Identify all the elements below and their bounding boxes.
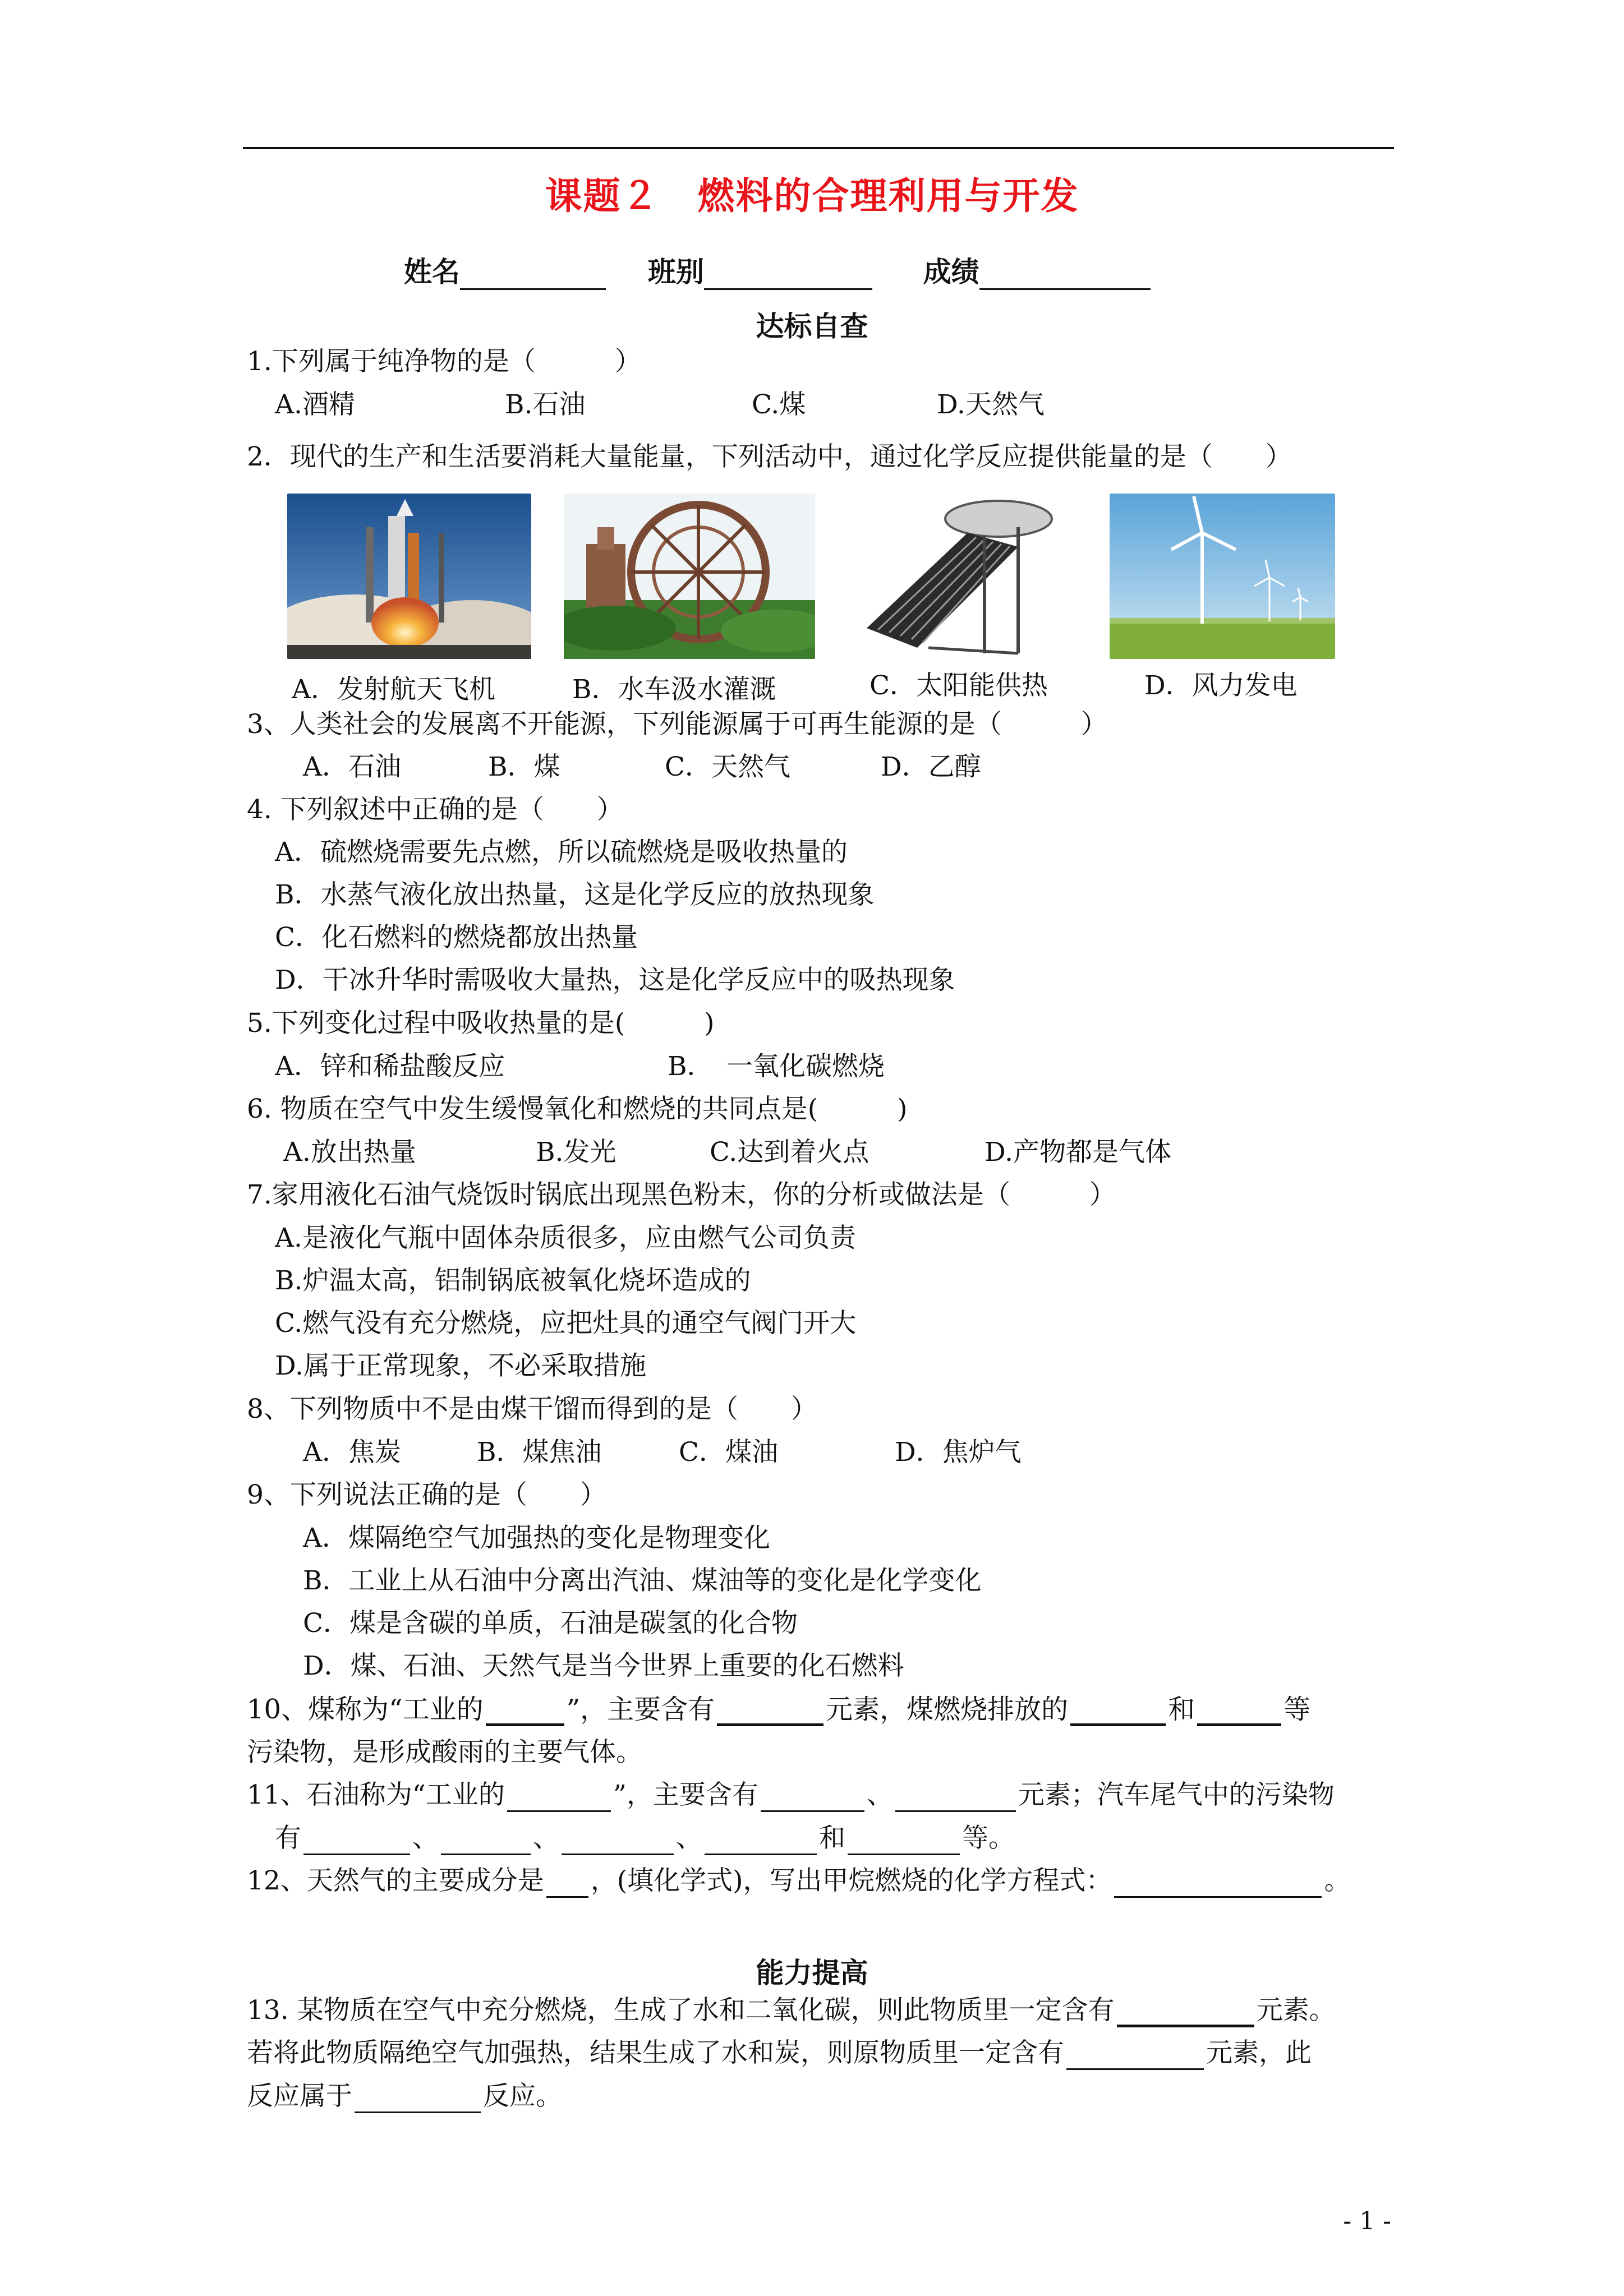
student-info-row [404,250,1151,290]
q11-text-3: 、 [866,1779,893,1810]
question-4-option-b[interactable]: B．水蒸气液化放出热量，这是化学反应的放热现象 [275,879,875,910]
question-6: 6. 物质在空气中发生缓慢氧化和燃烧的共同点是( ) [247,1094,908,1124]
question-13-line-2 [247,2036,1312,2070]
q11-text-1: 11、石油称为“工业的 [247,1779,505,1810]
question-1: 1.下列属于纯净物的是（ ） [247,346,641,377]
option-d[interactable]: D.天然气 [937,389,1045,420]
q12-blank-2[interactable] [1114,1868,1322,1898]
caption-a[interactable]: A．发射航天飞机 [292,674,495,705]
water-wheel-image [564,494,815,659]
question-11-line-2 [275,1822,1015,1855]
question-9-option-b[interactable]: B．工业上从石油中分离出汽油、煤油等的变化是化学变化 [303,1565,982,1596]
q10-blank-4[interactable] [1197,1695,1281,1726]
q11-blank-8[interactable] [848,1825,960,1855]
option-d[interactable]: D．焦炉气 [895,1437,1022,1468]
question-9-option-a[interactable]: A．煤隔绝空气加强热的变化是物理变化 [303,1523,770,1553]
q13-text-4: 元素，此 [1206,2037,1312,2068]
question-9-option-c[interactable]: C．煤是含碳的单质，石油是碳氢的化合物 [303,1608,798,1639]
question-2: 2．现代的生产和生活要消耗大量能量，下列活动中，通过化学反应提供能量的是（ ） [247,441,1292,472]
question-4-option-d[interactable]: D．干冰升华时需吸收大量热，这是化学反应中的吸热现象 [275,965,955,995]
option-b[interactable]: B．煤焦油 [477,1437,602,1468]
section-heading-self-check: 达标自查 [756,310,868,343]
wind-turbine-image [1110,494,1335,659]
question-3-options [303,750,981,784]
score-label: 成绩 [923,255,979,288]
question-7-option-d[interactable]: D.属于正常现象，不必采取措施 [275,1350,646,1381]
question-11 [247,1778,1335,1812]
question-1-options [275,388,1045,422]
caption-b[interactable]: B．水车汲水灌溉 [572,674,776,705]
class-label: 班别 [647,255,704,288]
question-4-option-a[interactable]: A．硫燃烧需要先点燃，所以硫燃烧是吸收热量的 [275,837,848,868]
q12-text-3: 。 [1324,1865,1351,1896]
q13-text-1: 13. 某物质在空气中充分燃烧，生成了水和二氧化碳，则此物质里一定含有 [247,1995,1115,2026]
q10-blank-3[interactable] [1070,1695,1166,1726]
q11-blank-3[interactable] [895,1782,1016,1812]
q11-text-5: 有 [275,1823,301,1854]
question-9-option-d[interactable]: D．煤、石油、天然气是当今世界上重要的化石燃料 [303,1650,904,1681]
shuttle-launch-image [287,494,531,659]
q10-text-3: 元素，煤燃烧排放的 [826,1694,1069,1725]
q13-blank-3[interactable] [355,2083,481,2113]
q11-text-8: 、 [676,1823,702,1854]
q10-blank-2[interactable] [717,1695,823,1726]
question-7-option-c[interactable]: C.燃气没有充分燃烧，应把灶具的通空气阀门开大 [275,1308,857,1339]
q11-text-10: 等。 [962,1823,1015,1854]
option-a[interactable]: A．焦炭 [303,1437,401,1468]
q10-text-5: 等 [1283,1694,1311,1725]
header-rule [243,147,1394,149]
page-title: 课题２ 燃料的合理利用与开发 [545,174,1079,218]
q10-blank-1[interactable] [486,1695,564,1726]
page-number: - 1 - [1343,2207,1391,2235]
option-b[interactable]: B． 一氧化碳燃烧 [668,1051,885,1082]
name-field[interactable] [460,262,606,290]
question-4-option-c[interactable]: C．化石燃料的燃烧都放出热量 [275,922,638,953]
question-7-option-b[interactable]: B.炉温太高，铝制锅底被氧化烧坏造成的 [275,1265,751,1296]
q13-text-5: 反应属于 [247,2081,352,2111]
caption-c[interactable]: C．太阳能供热 [869,670,1048,701]
question-13-line-3 [247,2080,562,2113]
option-d[interactable]: D.产物都是气体 [984,1137,1171,1168]
question-7: 7.家用液化石油气烧饭时锅底出现黑色粉末，你的分析或做法是（ ） [247,1179,1116,1210]
question-7-option-a[interactable]: A.是液化气瓶中固体杂质很多，应由燃气公司负责 [275,1223,856,1253]
question-10-line-2: 污染物，是形成酸雨的主要气体。 [247,1737,642,1768]
question-6-options [283,1136,1171,1169]
name-label: 姓名 [404,255,460,288]
option-a[interactable]: A.酒精 [275,389,355,420]
q11-text-9: 和 [819,1823,845,1854]
q11-text-7: 、 [533,1823,559,1854]
option-a[interactable]: A．锌和稀盐酸反应 [275,1051,505,1082]
option-c[interactable]: C．煤油 [679,1437,778,1468]
question-4: 4. 下列叙述中正确的是（ ） [247,794,623,825]
q12-text-2: ，(填化学式)，写出甲烷燃烧的化学方程式： [590,1865,1112,1896]
question-12 [247,1864,1350,1898]
q13-text-2: 元素。 [1256,1995,1336,2026]
question-8: 8、下列物质中不是由煤干馏而得到的是（ ） [247,1394,817,1424]
q11-text-4: 元素；汽车尾气中的污染物 [1018,1779,1335,1810]
option-b[interactable]: B．煤 [488,751,560,782]
section-heading-advanced: 能力提高 [756,1956,868,1989]
q11-blank-6[interactable] [562,1825,674,1855]
q13-blank-1[interactable] [1117,1997,1254,2027]
option-c[interactable]: C.煤 [752,389,806,420]
q12-blank-1[interactable] [546,1868,588,1898]
question-5-options [275,1050,885,1084]
question-13 [247,1994,1336,2027]
option-b[interactable]: B.石油 [505,389,586,420]
question-10 [247,1693,1310,1726]
option-c[interactable]: C.达到着火点 [710,1137,869,1168]
option-a[interactable]: A．石油 [303,751,401,782]
q12-text-1: 12、天然气的主要成分是 [247,1865,544,1896]
option-c[interactable]: C．天然气 [665,751,790,782]
q11-blank-2[interactable] [761,1782,864,1812]
question-8-options [303,1436,1022,1469]
class-field[interactable] [704,262,872,290]
q13-blank-2[interactable] [1066,2040,1204,2070]
q13-text-3: 若将此物质隔绝空气加强热，结果生成了水和炭，则原物质里一定含有 [247,2037,1064,2068]
q11-text-2: ”，主要含有 [613,1779,758,1810]
solar-heater-image [850,494,1063,659]
q11-blank-1[interactable] [507,1782,611,1812]
option-d[interactable]: D．乙醇 [881,751,981,782]
option-a[interactable]: A.放出热量 [283,1137,416,1168]
question-3: 3、人类社会的发展离不开能源，下列能源属于可再生能源的是（ ） [247,709,1107,740]
q11-blank-4[interactable] [303,1825,410,1855]
q11-blank-7[interactable] [705,1825,817,1855]
q11-blank-5[interactable] [441,1825,531,1855]
q10-text-2: ”，主要含有 [566,1694,715,1725]
q13-text-6: 反应。 [483,2081,562,2111]
score-field[interactable] [979,262,1151,290]
caption-d[interactable]: D．风力发电 [1144,670,1298,701]
q10-text-4: 和 [1168,1694,1195,1725]
question-9: 9、下列说法正确的是（ ） [247,1479,606,1510]
q11-text-6: 、 [412,1823,439,1854]
question-5: 5.下列变化过程中吸收热量的是( ) [247,1008,715,1039]
option-b[interactable]: B.发光 [536,1137,617,1168]
q10-text-1: 10、煤称为“工业的 [247,1694,484,1725]
